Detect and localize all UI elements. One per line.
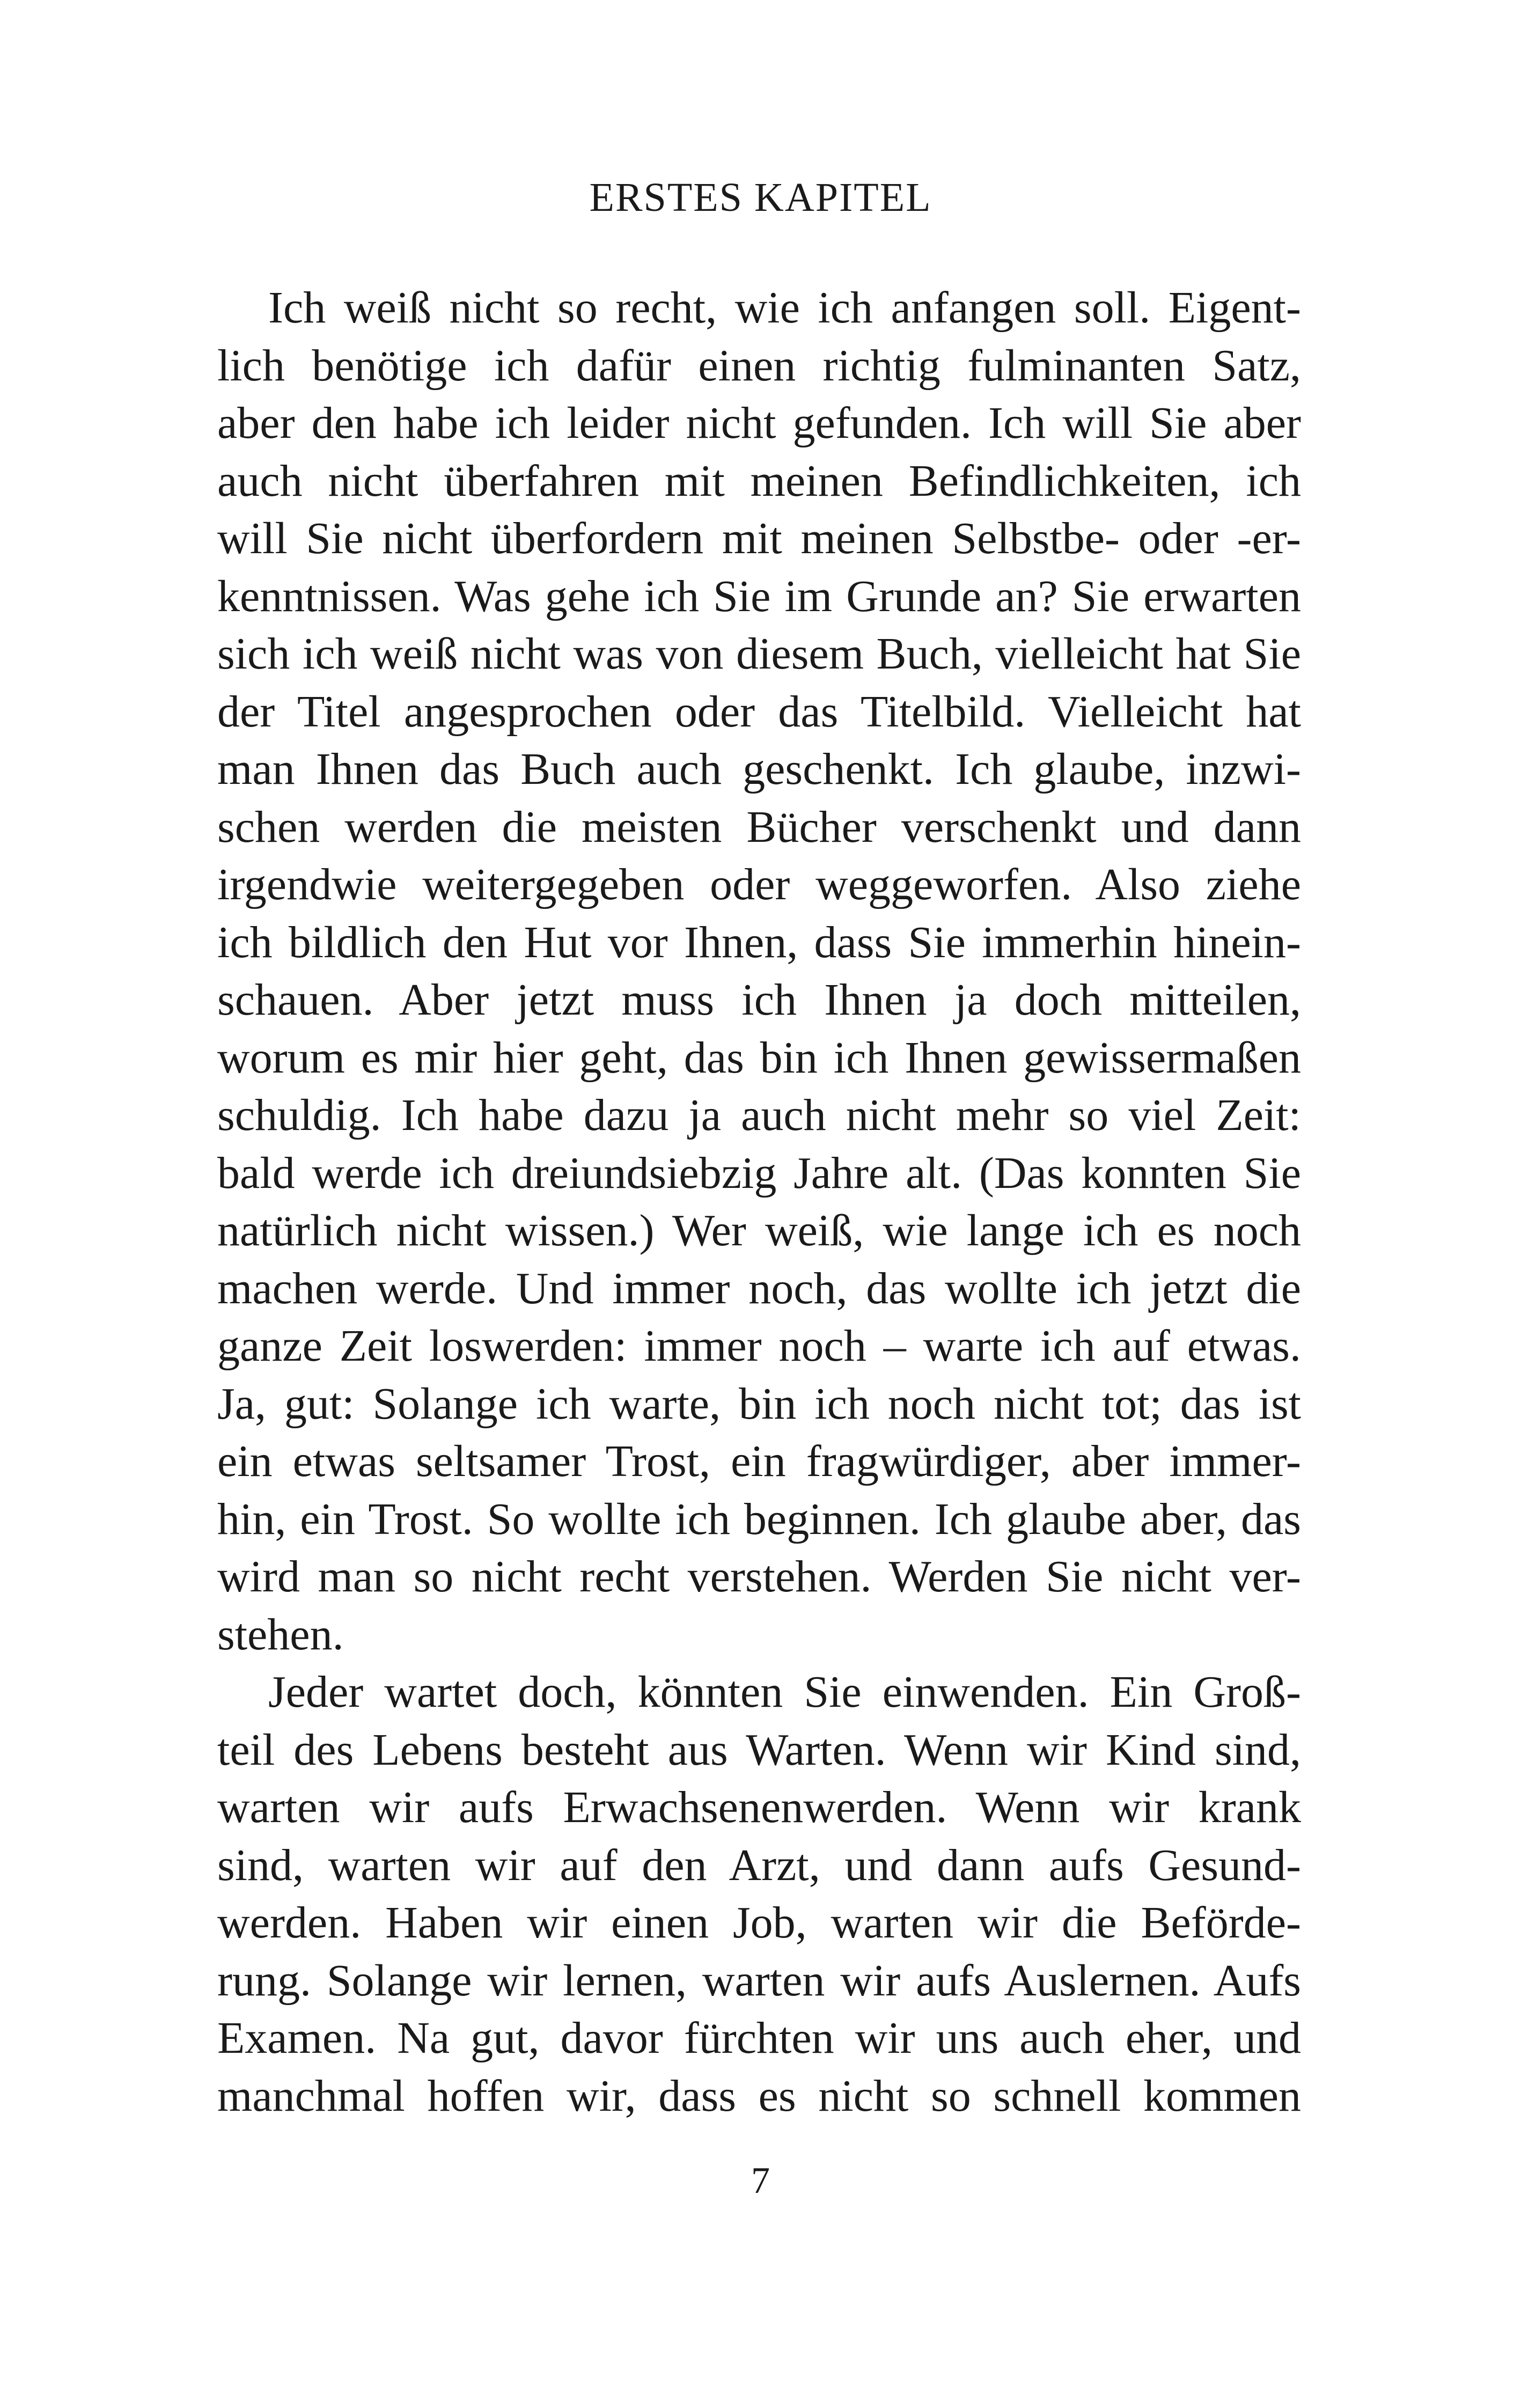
text-line: wird man so nicht recht verstehen. Werden Sie nicht ver- — [217, 1552, 1301, 1602]
text-line: Examen. Na gut, davor fürchten wir uns auch eher, und — [217, 2013, 1301, 2063]
text-line: bald werde ich dreiundsiebzig Jahre alt. (Das konnten Sie — [217, 1148, 1301, 1198]
text-line: schen werden die meisten Bücher verschenkt und dann — [217, 802, 1301, 852]
page-number: 7 — [751, 2160, 770, 2201]
text-line: hin, ein Trost. So wollte ich beginnen. Ich glaube aber, das — [217, 1494, 1301, 1544]
text-line: Ich weiß nicht so recht, wie ich anfangen soll. Eigent- — [268, 283, 1301, 333]
text-line: natürlich nicht wissen.) Wer weiß, wie lange ich es noch — [217, 1206, 1301, 1256]
text-line: manchmal hoffen wir, dass es nicht so schnell kommen — [217, 2071, 1301, 2121]
text-line: der Titel angesprochen oder das Titelbild. Vielleicht hat — [217, 686, 1301, 737]
text-line: worum es mir hier geht, das bin ich Ihnen gewissermaßen — [217, 1032, 1301, 1083]
text-line: ganze Zeit loswerden: immer noch – warte ich auf etwas. — [217, 1321, 1301, 1371]
text-line: stehen. — [217, 1609, 344, 1660]
text-line: rung. Solange wir lernen, warten wir aufs Auslernen. Aufs — [217, 1955, 1301, 2006]
text-line: irgendwie weitergegeben oder weggeworfen. Also ziehe — [217, 860, 1301, 909]
text-line: auch nicht überfahren mit meinen Befindlichkeiten, ich — [217, 456, 1301, 506]
body-text — [217, 279, 1301, 2125]
text-line: man Ihnen das Buch auch geschenkt. Ich glaube, inzwi- — [217, 744, 1301, 794]
chapter-title: ERSTES KAPITEL — [589, 175, 932, 220]
text-line: sich ich weiß nicht was von diesem Buch, vielleicht hat Sie — [217, 629, 1301, 679]
text-line: kenntnissen. Was gehe ich Sie im Grunde an? Sie erwarten — [217, 571, 1301, 621]
text-line: Jeder wartet doch, könnten Sie einwenden. Ein Groß- — [268, 1667, 1301, 1717]
text-line: ich bildlich den Hut vor Ihnen, dass Sie immerhin hinein- — [217, 917, 1301, 967]
text-line: aber den habe ich leider nicht gefunden. Ich will Sie aber — [217, 398, 1301, 448]
text-line: sind, warten wir auf den Arzt, und dann aufs Gesund- — [217, 1840, 1301, 1890]
text-line: will Sie nicht überfordern mit meinen Selbstbe- oder -er- — [217, 513, 1301, 563]
text-line: machen werde. Und immer noch, das wollte ich jetzt die — [217, 1263, 1301, 1313]
text-line: schuldig. Ich habe dazu ja auch nicht mehr so viel Zeit: — [217, 1090, 1301, 1140]
text-line: teil des Lebens besteht aus Warten. Wenn wir Kind sind, — [217, 1724, 1301, 1775]
text-line: Ja, gut: Solange ich warte, bin ich noch nicht tot; das ist — [217, 1378, 1301, 1429]
text-line: lich benötige ich dafür einen richtig fulminanten Satz, — [217, 340, 1301, 391]
text-line: warten wir aufs Erwachsenenwerden. Wenn wir krank — [217, 1782, 1301, 1832]
text-line: schauen. Aber jetzt muss ich Ihnen ja doch mitteilen, — [217, 975, 1301, 1025]
text-line: werden. Haben wir einen Job, warten wir die Beförde- — [217, 1898, 1301, 1948]
text-line: ein etwas seltsamer Trost, ein fragwürdiger, aber immer- — [217, 1436, 1301, 1486]
